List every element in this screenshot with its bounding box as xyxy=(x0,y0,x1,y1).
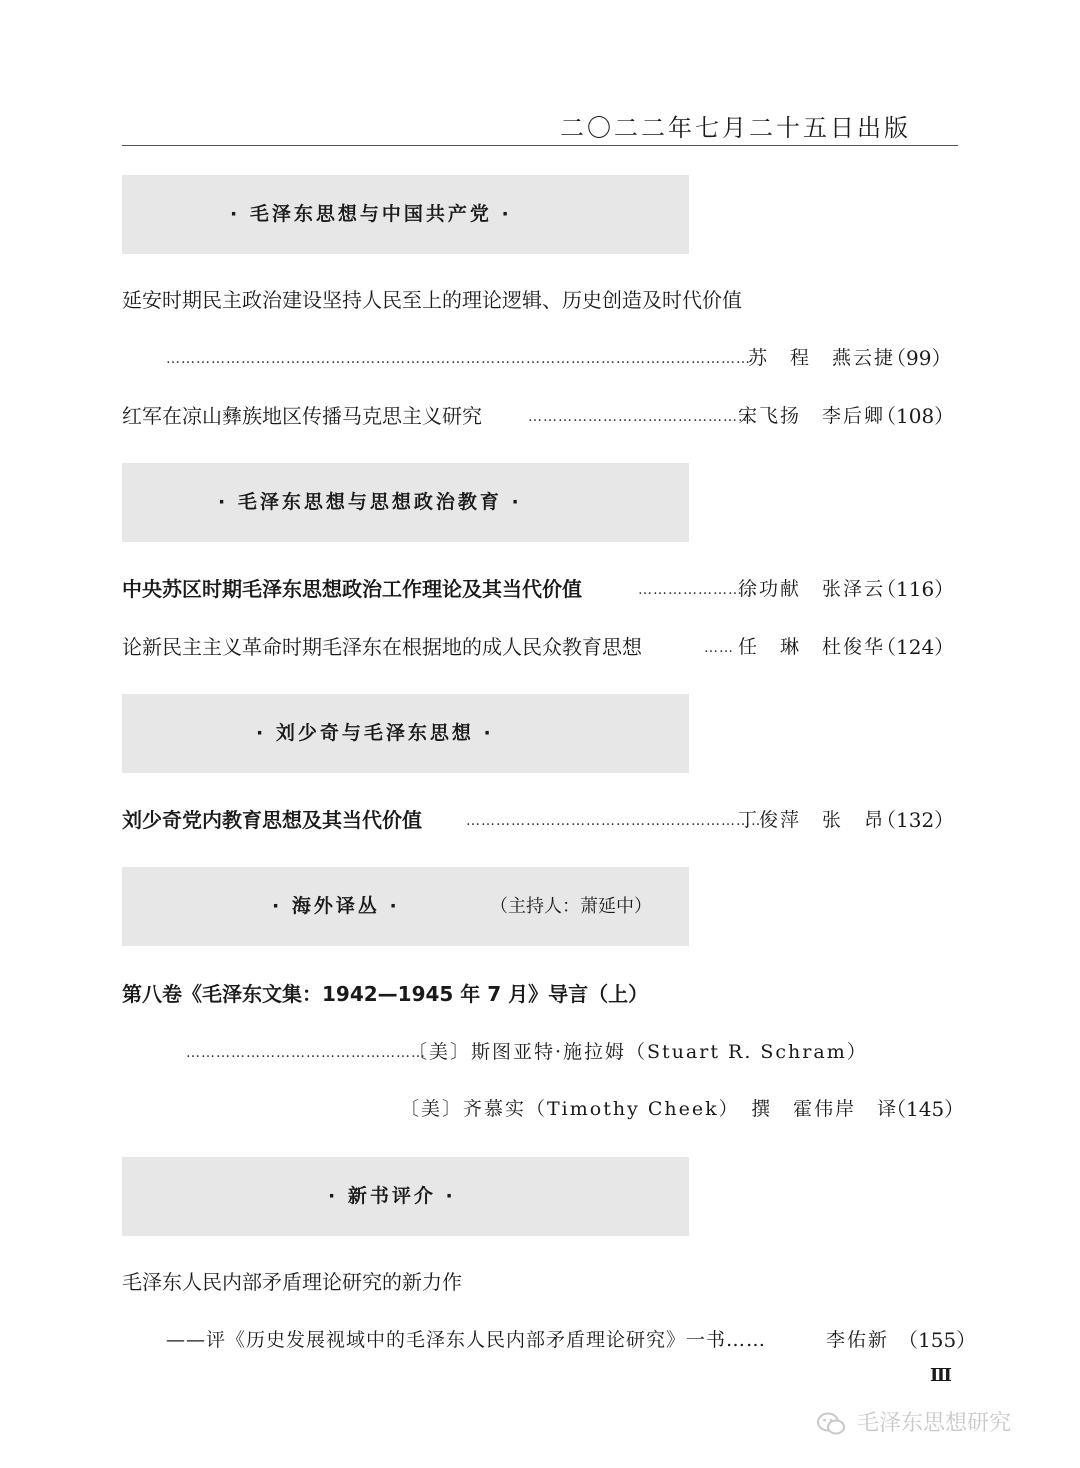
entry-authors: 徐功献 张泽云 xyxy=(738,578,886,600)
publication-date: 二〇二二年七月二十五日出版 xyxy=(560,114,911,142)
entry-title: 第八卷《毛泽东文集：1942—1945 年 7 月》导言（上） xyxy=(122,982,649,1006)
entry-title: 毛泽东人民内部矛盾理论研究的新力作 xyxy=(122,1270,462,1294)
section-host: （主持人：萧延中） xyxy=(490,896,652,917)
entry-authors: 〔美〕齐慕实（Timothy Cheek） 撰 霍伟岸 译 xyxy=(400,1098,899,1120)
entry-page: （155） xyxy=(898,1328,977,1352)
section-header-mao-thought-and-cpc xyxy=(122,175,689,254)
section-title: · 海外译丛 · xyxy=(272,895,400,917)
entry-authors: 任 琳 杜俊华 xyxy=(738,636,886,658)
entry-page: （124） xyxy=(876,635,955,659)
leader-dots: ……………………………………………………………………………………………………… xyxy=(166,351,751,367)
section-header-overseas-translations xyxy=(122,867,689,946)
entry-title: 红军在凉山彝族地区传播马克思主义研究 xyxy=(122,404,482,428)
entry-authors: 苏 程 燕云捷 xyxy=(748,347,896,369)
entry-authors: 〔美〕斯图亚特·施拉姆（Stuart R. Schram） xyxy=(408,1041,868,1063)
leader-dots: …… xyxy=(704,640,734,656)
entry-page: （116） xyxy=(876,577,955,601)
section-title: · 毛泽东思想与中国共产党 · xyxy=(230,203,512,225)
entry-title: 刘少奇党内教育思想及其当代价值 xyxy=(122,808,422,832)
leader-dots: ……………………………………… xyxy=(528,409,753,425)
section-title: · 新书评介 · xyxy=(328,1185,456,1207)
entry-authors: 宋飞扬 李后卿 xyxy=(738,405,886,427)
entry-authors: 李佑新 xyxy=(826,1329,890,1351)
entry-page: （108） xyxy=(876,404,955,428)
section-title: · 毛泽东思想与思想政治教育 · xyxy=(218,491,522,513)
entry-title: 延安时期民主政治建设坚持人民至上的理论逻辑、历史创造及时代价值 xyxy=(122,288,742,312)
header-rule xyxy=(122,145,958,146)
leader-dots: ………………………………………… xyxy=(186,1045,426,1061)
entry-title: 中央苏区时期毛泽东思想政治工作理论及其当代价值 xyxy=(122,577,582,601)
leader-dots: …………………… xyxy=(638,582,758,598)
page-number: Ⅲ xyxy=(930,1365,952,1386)
watermark xyxy=(816,1406,1011,1437)
entry-title: 论新民主主义革命时期毛泽东在根据地的成人民众教育思想 xyxy=(122,635,642,659)
watermark-text: 毛泽东思想研究 xyxy=(857,1411,1012,1436)
section-title: · 刘少奇与毛泽东思想 · xyxy=(256,722,494,744)
section-header-mao-thought-and-political-education xyxy=(122,463,689,542)
entry-subtitle: ——评《历史发展视域中的毛泽东人民内部矛盾理论研究》一书…… xyxy=(166,1329,767,1351)
entry-page: （145） xyxy=(886,1097,965,1121)
entry-page: （132） xyxy=(876,808,955,832)
section-header-book-reviews xyxy=(122,1157,689,1236)
section-header-liu-shaoqi xyxy=(122,694,689,773)
wechat-icon xyxy=(816,1411,846,1437)
entry-page: （99） xyxy=(886,346,952,370)
leader-dots: …………………………………………………… xyxy=(466,813,766,829)
entry-authors: 丁俊萍 张 昂 xyxy=(738,809,886,831)
